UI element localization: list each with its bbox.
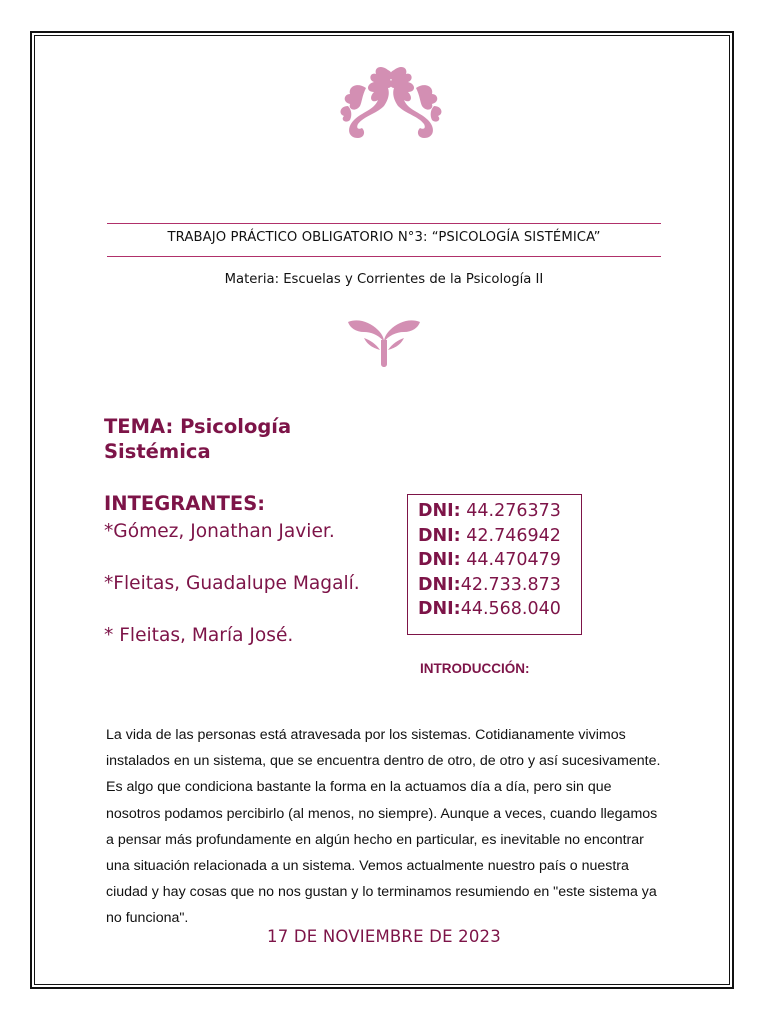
members-heading: INTEGRANTES: — [104, 492, 266, 515]
title-rule-bottom — [107, 256, 661, 257]
dni-row — [418, 548, 581, 573]
dni-value: 42.746942 — [460, 525, 561, 546]
member-name: *Gómez, Jonathan Javier. — [104, 521, 335, 542]
dni-row — [418, 573, 581, 598]
dni-row — [418, 499, 581, 524]
dni-value: 44.470479 — [460, 550, 561, 570]
dni-value: 42.733.873 — [460, 574, 561, 595]
title-rule-top — [107, 223, 661, 224]
dni-value: 44.276373 — [460, 501, 561, 521]
dni-label: DNI: — [418, 574, 461, 595]
document-title: TRABAJO PRÁCTICO OBLIGATORIO N°3: “PSICOLOGÍA SISTÉMICA” — [167, 230, 601, 245]
topic-heading: TEMA: Psicología Sistémica — [104, 415, 292, 463]
dni-row — [418, 524, 581, 549]
dni-box — [407, 494, 582, 635]
dni-label: DNI: — [418, 525, 461, 546]
leaf-ornament-icon — [344, 316, 424, 372]
floral-ornament-icon — [318, 58, 464, 144]
introduction-heading: INTRODUCCIÓN: — [420, 661, 530, 676]
subject-line: Materia: Escuelas y Corrientes de la Psicología II — [224, 272, 544, 287]
document-date: 17 DE NOVIEMBRE DE 2023 — [267, 927, 501, 946]
member-name: * Fleitas, María José. — [104, 625, 294, 646]
dni-label: DNI: — [418, 501, 461, 521]
introduction-paragraph: La vida de las personas está atravesada por los sistemas. Cotidianamente vivimos instalados en un sistema, que se encuentra dentro de otro, de otro y así sucesivamente. Es algo que condiciona bastante la forma en la actuamos día a día, pero sin que nosotros podamos percibirlo (al menos, no siempre). Aunque a veces, cuando llegamos a pensar más profundamente en algún hecho en particular, es inevitable no encontrar una situación relacionada a un sistema. Vemos actualmente nuestro país o nuestra ciudad y hay cosas que no nos gustan y lo terminamos resumiendo en "este sistema ya no funciona". — [106, 727, 661, 927]
dni-label: DNI: — [418, 599, 461, 619]
dni-label: DNI: — [418, 550, 461, 570]
dni-value: 44.568.040 — [460, 599, 561, 619]
member-name: *Fleitas, Guadalupe Magalí. — [104, 573, 360, 594]
dni-row — [418, 597, 581, 622]
